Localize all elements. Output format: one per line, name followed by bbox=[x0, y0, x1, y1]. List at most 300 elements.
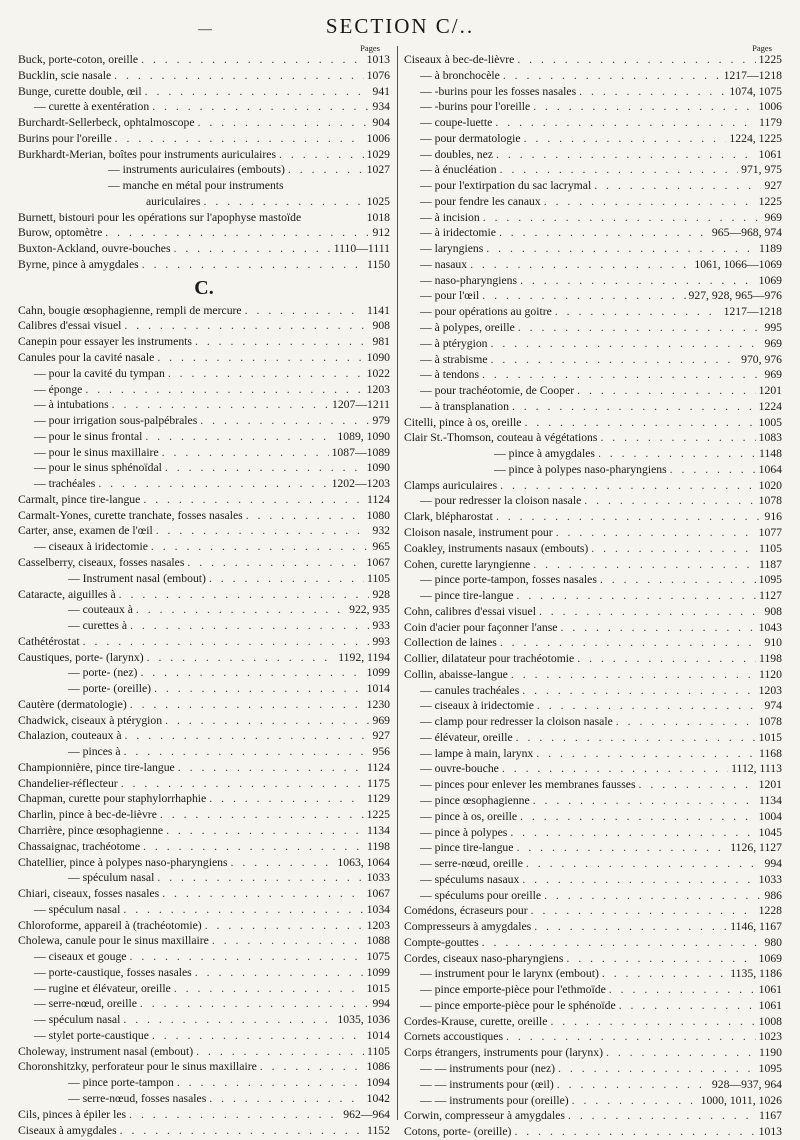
index-entry bbox=[18, 523, 390, 539]
entry-text: Chloroforme, appareil à (trachéotomie) bbox=[18, 918, 202, 932]
leader-dots bbox=[152, 1028, 364, 1044]
index-list-right bbox=[404, 52, 782, 1140]
page-number: 1022 bbox=[366, 366, 390, 380]
leader-dots bbox=[555, 304, 721, 320]
index-entry bbox=[18, 318, 390, 334]
index-entry bbox=[404, 888, 782, 904]
entry-text: — trachéales bbox=[34, 477, 96, 491]
entry-text: Choleway, instrument nasal (embout) bbox=[18, 1044, 194, 1058]
index-entry bbox=[404, 872, 782, 888]
entry-text: Cholewa, canule pour le sinus maxillaire bbox=[18, 934, 209, 948]
page-number: 1078 bbox=[758, 715, 782, 729]
page-number: 1006 bbox=[366, 131, 390, 145]
entry-text: Clark, blépharostat bbox=[404, 510, 493, 524]
leader-dots bbox=[151, 539, 370, 555]
index-entry bbox=[404, 730, 782, 746]
leader-dots bbox=[125, 728, 370, 744]
index-entry bbox=[404, 572, 782, 588]
leader-dots bbox=[120, 1123, 364, 1139]
page-number: 904 bbox=[372, 116, 390, 130]
leader-dots bbox=[260, 1059, 364, 1075]
entry-text: — pinces à bbox=[68, 745, 121, 759]
page-number: 1203 bbox=[366, 382, 390, 396]
leader-dots bbox=[288, 162, 364, 178]
page-number: 1168 bbox=[759, 746, 782, 760]
page-number: 1201 bbox=[758, 384, 782, 398]
page-number: 1152 bbox=[367, 1123, 390, 1137]
leader-dots bbox=[195, 334, 369, 350]
entry-text: — à incision bbox=[420, 210, 480, 224]
page-number: 1202—1203 bbox=[331, 477, 390, 491]
page-number: 969 bbox=[764, 368, 782, 382]
leader-dots bbox=[550, 1014, 755, 1030]
pages-label: Pages bbox=[360, 43, 380, 53]
page-number: 1192, 1194 bbox=[338, 650, 390, 664]
page-number: 1086 bbox=[366, 1060, 390, 1074]
page-number: 927 bbox=[372, 729, 390, 743]
entry-text: — pince à polypes naso-pharyngiens bbox=[494, 462, 667, 476]
leader-dots bbox=[486, 241, 756, 257]
leader-dots bbox=[598, 446, 756, 462]
leader-dots bbox=[502, 761, 728, 777]
entry-text: Caustiques, porte- (larynx) bbox=[18, 650, 144, 664]
entry-text: Cordes, ciseaux naso-pharyngiens bbox=[404, 951, 564, 965]
index-entry bbox=[18, 257, 390, 273]
index-entry bbox=[404, 462, 782, 478]
index-entry bbox=[18, 210, 390, 226]
page-number: 1063, 1064 bbox=[337, 855, 390, 869]
entry-text: — pinces pour enlever les membranes fausses bbox=[420, 778, 636, 792]
leader-dots bbox=[533, 557, 756, 573]
page-number: 1198 bbox=[367, 839, 390, 853]
leader-dots bbox=[209, 791, 364, 807]
entry-text: — pour le sinus maxillaire bbox=[34, 445, 159, 459]
leader-dots bbox=[514, 1124, 755, 1140]
entry-text: — à strabisme bbox=[420, 352, 488, 366]
leader-dots bbox=[537, 698, 762, 714]
index-entry bbox=[404, 998, 782, 1014]
leader-dots bbox=[246, 508, 364, 524]
entry-text: — laryngiens bbox=[420, 242, 484, 256]
page-number: 1148 bbox=[759, 447, 782, 461]
page-number: 965 bbox=[372, 540, 390, 554]
page-number: 1005 bbox=[758, 415, 782, 429]
index-entry bbox=[18, 807, 390, 823]
page-number: 1224, 1225 bbox=[729, 131, 782, 145]
entry-text: Bunge, curette double, œil bbox=[18, 84, 142, 98]
leader-dots bbox=[212, 933, 364, 949]
page-number: 970, 976 bbox=[741, 352, 782, 366]
entry-text: — spéculums pour oreille bbox=[420, 888, 542, 902]
page-number: 971, 975 bbox=[741, 163, 782, 177]
entry-text: Clair St.-Thomson, couteau à végétations bbox=[404, 431, 598, 445]
page-number: 1014 bbox=[366, 1028, 390, 1042]
leader-dots bbox=[145, 429, 334, 445]
leader-dots bbox=[496, 509, 762, 525]
leader-dots bbox=[579, 84, 726, 100]
entry-text: Coin d'acier pour façonner l'anse bbox=[404, 620, 558, 634]
entry-text: — à intubations bbox=[34, 398, 109, 412]
page-number: 1134 bbox=[759, 793, 782, 807]
index-entry bbox=[404, 1045, 782, 1061]
leader-dots bbox=[499, 225, 709, 241]
page-number: 1217—1218 bbox=[723, 305, 782, 319]
page-number: 1094 bbox=[366, 1076, 390, 1090]
index-entry bbox=[404, 1014, 782, 1030]
leader-dots bbox=[147, 650, 336, 666]
leader-dots bbox=[142, 257, 364, 273]
entry-text: Ciseaux à bec-de-lièvre bbox=[404, 53, 515, 66]
entry-text: — Instrument nasal (embout) bbox=[68, 571, 206, 585]
index-entry bbox=[18, 602, 390, 618]
index-entry bbox=[404, 68, 782, 84]
index-entry bbox=[404, 856, 782, 872]
index-column-right bbox=[404, 44, 782, 1140]
leader-dots bbox=[177, 1075, 364, 1091]
entry-text: Burnett, bistouri pour les opérations sur l'apophyse mastoïde bbox=[18, 210, 302, 224]
entry-text: Canepin pour essayer les instruments bbox=[18, 335, 192, 349]
leader-dots bbox=[209, 571, 364, 587]
entry-text: — porte-caustique, fosses nasales bbox=[34, 965, 192, 979]
page-number: 1099 bbox=[366, 666, 390, 680]
page-number: 994 bbox=[764, 857, 782, 871]
entry-text: Cautère (dermatologie) bbox=[18, 697, 127, 711]
page-number: 1077 bbox=[758, 525, 782, 539]
index-entry bbox=[18, 115, 390, 131]
leader-dots bbox=[491, 352, 739, 368]
leader-dots bbox=[156, 523, 370, 539]
page-number: 910 bbox=[764, 636, 782, 650]
leader-dots bbox=[112, 397, 329, 413]
page-number: 1228 bbox=[758, 904, 782, 918]
index-entry bbox=[404, 1124, 782, 1140]
leader-dots bbox=[495, 115, 756, 131]
page-number: 1074, 1075 bbox=[729, 84, 782, 98]
leader-dots bbox=[558, 1061, 756, 1077]
page-number: 1069 bbox=[758, 951, 782, 965]
leader-dots bbox=[491, 336, 762, 352]
entry-text: — coupe-luette bbox=[420, 116, 493, 130]
page-number: 1061 bbox=[758, 983, 782, 997]
page-title: SECTION C/.. bbox=[325, 14, 475, 38]
header-dash: — bbox=[198, 22, 212, 37]
page-number: 1105 bbox=[759, 541, 782, 555]
leader-dots bbox=[154, 681, 364, 697]
entry-text: — à tendons bbox=[420, 368, 480, 382]
entry-text: Chiari, ciseaux, fosses nasales bbox=[18, 887, 160, 901]
leader-dots bbox=[500, 635, 762, 651]
index-entry bbox=[404, 99, 782, 115]
page-number: 927 bbox=[764, 179, 782, 193]
leader-dots bbox=[516, 840, 727, 856]
index-entry bbox=[18, 681, 390, 697]
leader-dots bbox=[539, 604, 762, 620]
page-number: 908 bbox=[764, 604, 782, 618]
page-number: 1076 bbox=[366, 68, 390, 82]
page-number: 1078 bbox=[758, 494, 782, 508]
index-entry bbox=[404, 746, 782, 762]
entry-text: — nasaux bbox=[420, 257, 468, 271]
leader-dots bbox=[129, 1107, 340, 1123]
page-number: 1090 bbox=[366, 351, 390, 365]
index-entry bbox=[18, 131, 390, 147]
page-number: 1087—1089 bbox=[331, 445, 390, 459]
page-number: 1034 bbox=[366, 902, 390, 916]
entry-text: Byrne, pince à amygdales bbox=[18, 257, 139, 271]
index-entry bbox=[404, 225, 782, 241]
index-entry bbox=[18, 571, 390, 587]
leader-dots bbox=[536, 746, 756, 762]
leader-dots bbox=[195, 965, 364, 981]
page-number: 1029 bbox=[366, 147, 390, 161]
leader-dots bbox=[482, 288, 685, 304]
entry-text: — manche en métal pour instruments bbox=[108, 179, 284, 193]
leader-dots bbox=[160, 807, 364, 823]
index-entry bbox=[404, 525, 782, 541]
leader-dots bbox=[124, 318, 369, 334]
entry-text: Chalazion, couteaux à bbox=[18, 729, 122, 743]
leader-dots bbox=[200, 413, 369, 429]
index-entry bbox=[18, 618, 390, 634]
index-entry bbox=[404, 1108, 782, 1124]
entry-text: Cornets accoustiques bbox=[404, 1030, 503, 1044]
page-number: 912 bbox=[372, 226, 390, 240]
entry-text: — -burins pour l'oreille bbox=[420, 100, 531, 114]
page-number: 1225 bbox=[758, 53, 782, 66]
index-entry bbox=[404, 383, 782, 399]
page-number: 1043 bbox=[758, 620, 782, 634]
page-number: 1018 bbox=[366, 210, 390, 224]
page-number: 1000, 1011, 1026 bbox=[700, 1093, 782, 1107]
index-entry bbox=[404, 178, 782, 194]
index-entry bbox=[18, 555, 390, 571]
leader-dots bbox=[544, 194, 756, 210]
index-entry bbox=[18, 492, 390, 508]
entry-text: — curette à exentération bbox=[34, 100, 150, 114]
index-entry bbox=[18, 697, 390, 713]
leader-dots bbox=[105, 225, 369, 241]
index-entry bbox=[18, 791, 390, 807]
entry-text: Carter, anse, examen de l'œil bbox=[18, 524, 153, 538]
index-entry bbox=[18, 194, 390, 210]
index-entry bbox=[404, 304, 782, 320]
index-entry bbox=[18, 350, 390, 366]
entry-text: Burchardt-Sellerbeck, ophtalmoscope bbox=[18, 116, 195, 130]
leader-dots bbox=[178, 760, 364, 776]
index-entry bbox=[404, 982, 782, 998]
entry-text: — pour le sinus frontal bbox=[34, 429, 143, 443]
index-entry bbox=[18, 52, 390, 68]
page-number: 969 bbox=[764, 336, 782, 350]
index-entry bbox=[18, 397, 390, 413]
index-entry bbox=[18, 760, 390, 776]
index-entry bbox=[404, 399, 782, 415]
page-number: 1067 bbox=[366, 555, 390, 569]
leader-dots bbox=[577, 383, 755, 399]
leader-dots bbox=[500, 162, 739, 178]
page-number: 962—964 bbox=[343, 1107, 390, 1121]
entry-text: Corwin, compresseur à amygdales bbox=[404, 1109, 565, 1123]
leader-dots bbox=[245, 303, 364, 319]
leader-dots bbox=[594, 178, 761, 194]
leader-dots bbox=[130, 949, 364, 965]
entry-text: — à polypes, oreille bbox=[420, 321, 515, 335]
index-entry bbox=[404, 667, 782, 683]
index-entry bbox=[404, 320, 782, 336]
index-entry bbox=[18, 634, 390, 650]
page-number: 1015 bbox=[366, 981, 390, 995]
page-number: 1110—1111 bbox=[333, 242, 390, 256]
entry-text: — pince à polypes bbox=[420, 825, 508, 839]
entry-text: — spéculum nasal bbox=[34, 902, 121, 916]
leader-dots bbox=[152, 99, 369, 115]
index-entry bbox=[404, 367, 782, 383]
index-entry bbox=[404, 825, 782, 841]
leader-dots bbox=[205, 918, 364, 934]
page-number: 1134 bbox=[367, 823, 390, 837]
page-number: 1090 bbox=[366, 461, 390, 475]
leader-dots bbox=[619, 998, 756, 1014]
index-entry bbox=[404, 415, 782, 431]
page-number: 1146, 1167 bbox=[730, 920, 782, 934]
index-entry bbox=[18, 460, 390, 476]
entry-text: — pince à os, oreille bbox=[420, 809, 518, 823]
entry-text: Citelli, pince à os, oreille bbox=[404, 415, 522, 429]
leader-dots bbox=[115, 131, 364, 147]
page-number: 1105 bbox=[367, 571, 390, 585]
index-entry bbox=[404, 935, 782, 951]
index-entry bbox=[18, 713, 390, 729]
leader-dots bbox=[602, 966, 727, 982]
entry-text: Cotons, porte- (oreille) bbox=[404, 1125, 512, 1139]
leader-dots bbox=[600, 430, 755, 446]
entry-text: Charlin, pince à bec-de-lièvre bbox=[18, 808, 157, 822]
page-number: 1112, 1113 bbox=[731, 762, 782, 776]
leader-dots bbox=[165, 460, 364, 476]
page-number: 980 bbox=[764, 935, 782, 949]
index-entry bbox=[18, 84, 390, 100]
page-number: 1023 bbox=[758, 1030, 782, 1044]
page-number: 922, 935 bbox=[349, 603, 390, 617]
page-number: 1025 bbox=[366, 194, 390, 208]
entry-text: — pour fendre les canaux bbox=[420, 194, 541, 208]
page-number: 1015 bbox=[758, 730, 782, 744]
leader-dots bbox=[503, 68, 721, 84]
entry-text: Carmalt, pince tire-langue bbox=[18, 492, 141, 506]
page-number: 1217—1218 bbox=[723, 68, 782, 82]
entry-text: — pince porte-tampon bbox=[68, 1076, 174, 1090]
leader-dots bbox=[591, 541, 756, 557]
entry-text: Charrière, pince œsophagienne bbox=[18, 823, 164, 837]
index-entry bbox=[18, 886, 390, 902]
index-entry bbox=[404, 430, 782, 446]
leader-dots bbox=[525, 415, 756, 431]
page-number: 1203 bbox=[366, 918, 390, 932]
page-number: 1061 bbox=[758, 998, 782, 1012]
leader-dots bbox=[83, 634, 370, 650]
index-entry bbox=[404, 761, 782, 777]
leader-dots bbox=[141, 52, 364, 68]
entry-text: — couteaux à bbox=[68, 603, 133, 617]
index-entry bbox=[404, 288, 782, 304]
index-entry bbox=[18, 413, 390, 429]
leader-dots bbox=[496, 147, 756, 163]
index-entry bbox=[404, 1093, 782, 1109]
page-number: 1067 bbox=[366, 887, 390, 901]
entry-text: Casselberry, ciseaux, fosses nasales bbox=[18, 555, 185, 569]
index-entry bbox=[404, 620, 782, 636]
page-number: 1088 bbox=[366, 934, 390, 948]
index-entry bbox=[404, 273, 782, 289]
entry-text: — ciseaux à iridectomie bbox=[420, 699, 534, 713]
entry-text: — doubles, nez bbox=[420, 147, 494, 161]
page-number: 916 bbox=[764, 510, 782, 524]
index-entry bbox=[404, 966, 782, 982]
index-entry bbox=[404, 493, 782, 509]
page-number: 1069 bbox=[758, 273, 782, 287]
entry-text: — serre-nœud, oreille bbox=[420, 857, 523, 871]
entry-text: Cahn, bougie œsophagienne, rempli de mercure bbox=[18, 303, 242, 317]
index-entry bbox=[404, 698, 782, 714]
page-number: 969 bbox=[372, 713, 390, 727]
leader-dots bbox=[140, 665, 363, 681]
index-list-left bbox=[18, 52, 390, 1138]
entry-text: — éponge bbox=[34, 382, 83, 396]
page-number: 1027 bbox=[366, 163, 390, 177]
index-column-left bbox=[18, 44, 390, 1138]
index-entry bbox=[404, 635, 782, 651]
leader-dots bbox=[556, 525, 756, 541]
entry-text: Coakley, instruments nasaux (embouts) bbox=[404, 541, 589, 555]
entry-text: — spéculums nasaux bbox=[420, 872, 520, 886]
entry-text: — pour irrigation sous-palpébrales bbox=[34, 414, 198, 428]
entry-text: — pince emporte-pièce pour l'ethmoïde bbox=[420, 983, 606, 997]
leader-dots bbox=[174, 241, 331, 257]
index-entry bbox=[18, 665, 390, 681]
page-number: 1120 bbox=[759, 667, 782, 681]
index-entry bbox=[18, 429, 390, 445]
leader-dots bbox=[518, 320, 762, 336]
page-number: 993 bbox=[372, 634, 390, 648]
page-number: 933 bbox=[372, 619, 390, 633]
index-entry bbox=[18, 1091, 390, 1107]
leader-dots bbox=[533, 99, 755, 115]
page-number: 908 bbox=[372, 319, 390, 333]
entry-text: Burins pour l'oreille bbox=[18, 131, 112, 145]
leader-dots bbox=[516, 730, 756, 746]
index-entry bbox=[18, 1107, 390, 1123]
index-entry bbox=[18, 996, 390, 1012]
leader-dots bbox=[114, 68, 363, 84]
page-number: 1083 bbox=[758, 431, 782, 445]
page-number: 1035, 1036 bbox=[337, 1013, 390, 1027]
page-number: 1201 bbox=[758, 778, 782, 792]
index-entry bbox=[404, 919, 782, 935]
index-entry bbox=[404, 446, 782, 462]
leader-dots bbox=[145, 84, 370, 100]
leader-dots bbox=[174, 981, 364, 997]
entry-text: Cataracte, aiguilles à bbox=[18, 587, 116, 601]
entry-text: Buxton-Ackland, ouvre-bouches bbox=[18, 242, 171, 256]
index-entry bbox=[18, 902, 390, 918]
entry-text: — pour redresser la cloison nasale bbox=[420, 494, 582, 508]
leader-dots bbox=[204, 194, 364, 210]
page-number: 969 bbox=[764, 210, 782, 224]
index-entry bbox=[18, 1123, 390, 1139]
entry-text: — pince porte-tampon, fosses nasales bbox=[420, 573, 597, 587]
leader-dots bbox=[162, 886, 363, 902]
leader-dots bbox=[566, 951, 755, 967]
